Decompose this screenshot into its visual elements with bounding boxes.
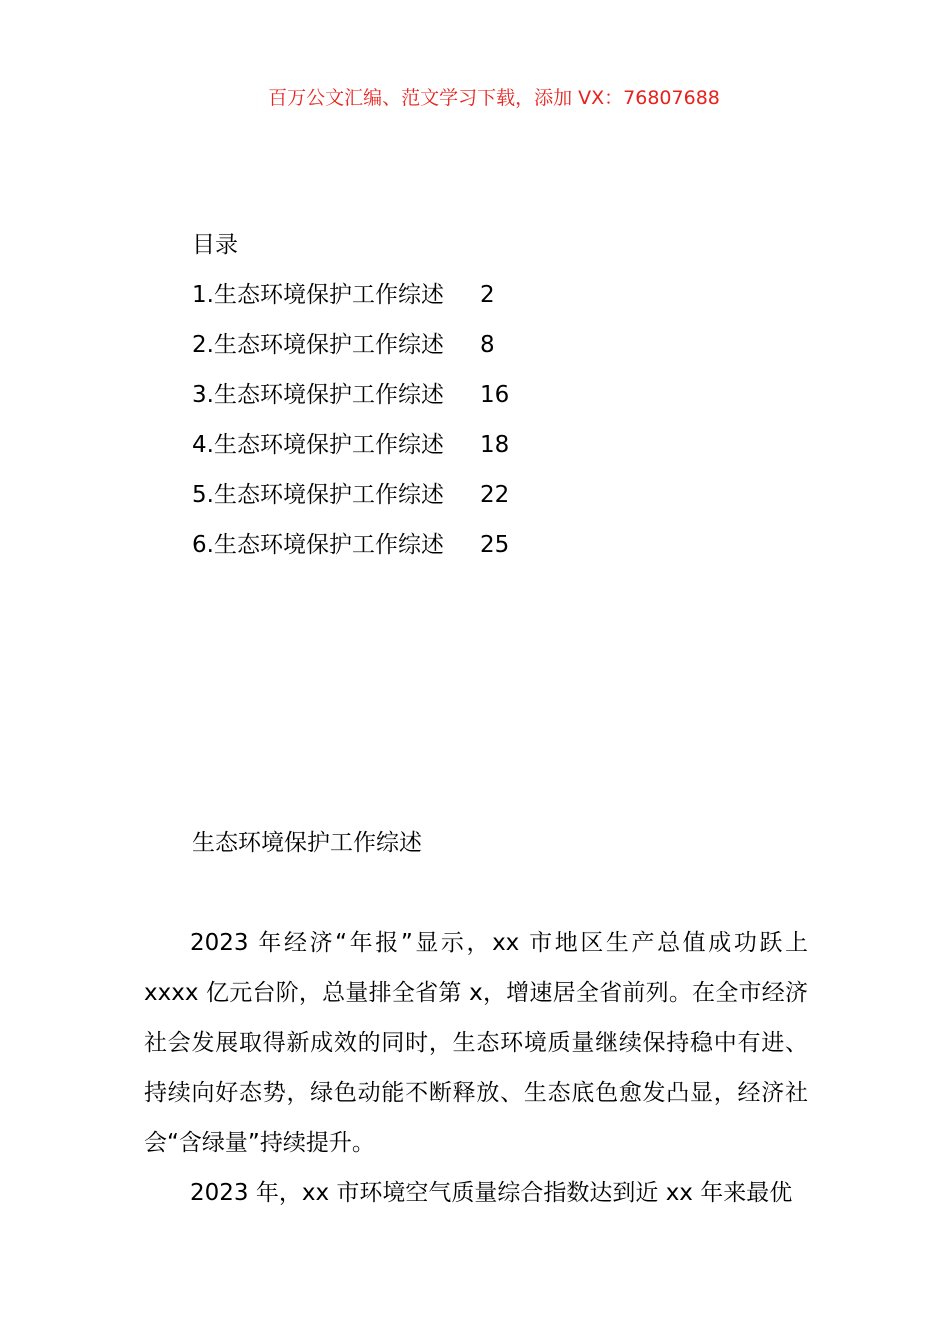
body-paragraph-1: 2023 年经济“年报”显示，xx 市地区生产总值成功跃上 xxxx 亿元台阶，总量排全省第 x，增速居全省前列。在全市经济社会发展取得新成效的同时，生态环境质量继续保持稳中有进、持续向好态势，绿色动能不断释放、生态底色愈发凸显，经济社会“含绿量”持续提升。 — [144, 930, 808, 1156]
toc-item-label: 2.生态环境保护工作综述 — [192, 332, 444, 358]
toc-item-2[interactable] — [192, 330, 692, 360]
toc-item-page: 2 — [480, 282, 495, 308]
toc-item-label: 1.生态环境保护工作综述 — [192, 282, 444, 308]
toc-item-6[interactable] — [192, 530, 692, 560]
toc-item-page: 25 — [480, 532, 510, 558]
section-heading: 生态环境保护工作综述 — [192, 830, 422, 856]
header-note: 百万公文汇编、范文学习下载，添加 VX：76807688 — [268, 87, 720, 109]
toc-item-4[interactable] — [192, 430, 692, 460]
toc-item-label: 6.生态环境保护工作综述 — [192, 532, 444, 558]
toc-item-page: 8 — [480, 332, 495, 358]
toc-item-1[interactable] — [192, 280, 692, 310]
toc-item-page: 18 — [480, 432, 510, 458]
toc-item-label: 3.生态环境保护工作综述 — [192, 382, 444, 408]
toc-title: 目录 — [192, 232, 238, 258]
toc-item-page: 16 — [480, 382, 510, 408]
toc-item-label: 5.生态环境保护工作综述 — [192, 482, 444, 508]
toc-item-label: 4.生态环境保护工作综述 — [192, 432, 444, 458]
body-paragraph-2: 2023 年，xx 市环境空气质量综合指数达到近 xx 年来最优 — [190, 1180, 793, 1206]
toc-item-5[interactable] — [192, 480, 692, 510]
toc-item-3[interactable] — [192, 380, 692, 410]
body-text — [144, 918, 808, 1218]
toc-item-page: 22 — [480, 482, 510, 508]
table-of-contents — [192, 230, 692, 580]
